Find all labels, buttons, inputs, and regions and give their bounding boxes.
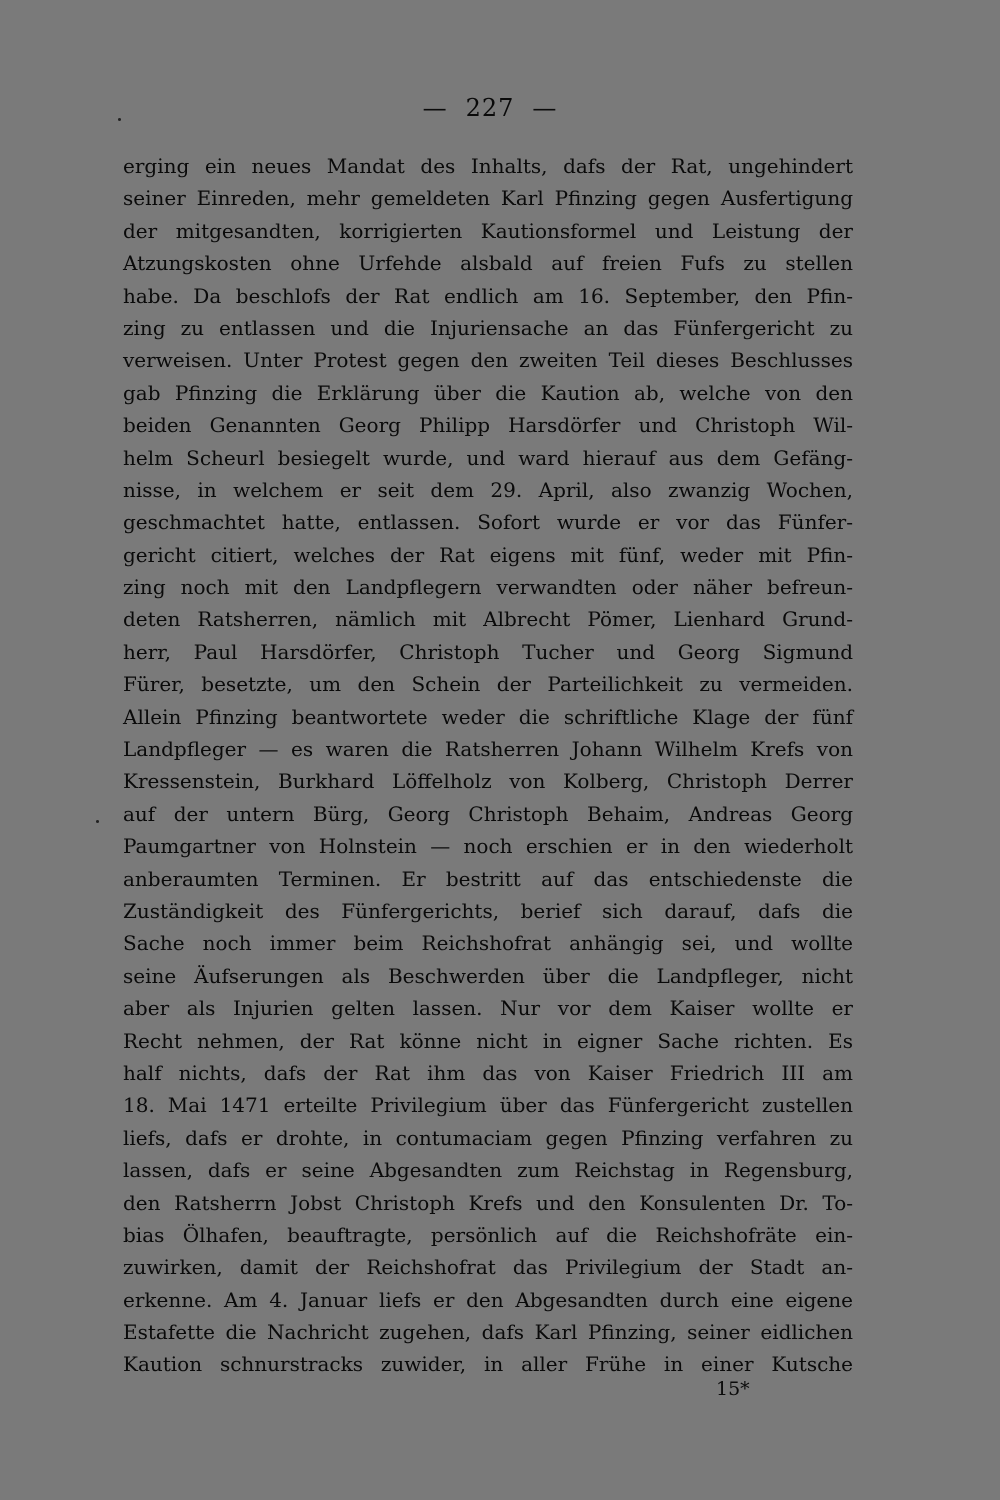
body-text (123, 150, 853, 1381)
text-line: auf der untern Bürg, Georg Christoph Behaim, Andreas Georg (123, 801, 853, 826)
text-line: seiner Einreden, mehr gemeldeten Karl Pfinzing gegen Ausfertigung (123, 186, 853, 211)
text-line: geschmachtet hatte, entlassen. Sofort wurde er vor das Fünfer- (123, 510, 853, 535)
text-line: den Ratsherrn Jobst Christoph Krefs und den Konsulenten Dr. To- (123, 1190, 853, 1215)
text-line: liefs, dafs er drohte, in contumaciam gegen Pfinzing verfahren zu (123, 1125, 853, 1150)
scan-speck (118, 118, 121, 121)
text-line: Estafette die Nachricht zugehen, dafs Karl Pfinzing, seiner eidlichen (123, 1320, 853, 1345)
page-header (0, 94, 980, 122)
text-line: Paumgartner von Holnstein — noch erschien er in den wiederholt (123, 834, 853, 859)
text-line: nisse, in welchem er seit dem 29. April, also zwanzig Wochen, (123, 477, 853, 502)
text-line: zuwirken, damit der Reichshofrat das Privilegium der Stadt an- (123, 1255, 853, 1280)
header-dash-left: — (422, 94, 448, 122)
text-line: bias Ölhafen, beauftragte, persönlich auf die Reichshofräte ein- (123, 1222, 853, 1247)
text-line: Fürer, besetzte, um den Schein der Parteilichkeit zu vermeiden. (123, 672, 853, 697)
text-line: Recht nehmen, der Rat könne nicht in eigner Sache richten. Es (123, 1028, 853, 1053)
text-line: gericht citiert, welches der Rat eigens mit fünf, weder mit Pfin- (123, 542, 853, 567)
text-line: habe. Da beschlofs der Rat endlich am 16. September, den Pfin- (123, 283, 853, 308)
text-line: Landpfleger — es waren die Ratsherren Johann Wilhelm Krefs von (123, 737, 853, 762)
text-line: der mitgesandten, korrigierten Kautionsformel und Leistung der (123, 218, 853, 243)
text-line: zing zu entlassen und die Injuriensache an das Fünfergericht zu (123, 315, 853, 340)
text-line: erging ein neues Mandat des Inhalts, dafs der Rat, ungehindert (123, 154, 853, 178)
scan-speck (96, 820, 99, 823)
text-line: zing noch mit den Landpflegern verwandten oder näher befreun- (123, 575, 853, 600)
text-line: erkenne. Am 4. Januar liefs er den Abgesandten durch eine eigene (123, 1287, 853, 1312)
text-line: beiden Genannten Georg Philipp Harsdörfer und Christoph Wil- (123, 413, 853, 438)
header-dash-right: — (532, 94, 558, 122)
page-number: 227 (465, 94, 515, 122)
text-line: helm Scheurl besiegelt wurde, und ward hierauf aus dem Gefäng- (123, 445, 853, 470)
text-line: herr, Paul Harsdörfer, Christoph Tucher und Georg Sigmund (123, 639, 853, 664)
text-line: deten Ratsherren, nämlich mit Albrecht Pömer, Lienhard Grund- (123, 607, 853, 632)
text-line: half nichts, dafs der Rat ihm das von Kaiser Friedrich III am (123, 1060, 853, 1085)
text-line: seine Äufserungen als Beschwerden über die Landpfleger, nicht (123, 963, 853, 988)
text-line: 18. Mai 1471 erteilte Privilegium über das Fünfergericht zustellen (123, 1093, 853, 1118)
text-line: Kaution schnurstracks zuwider, in aller Frühe in einer Kutsche (123, 1352, 853, 1377)
signature-mark: 15* (716, 1378, 750, 1400)
text-line: verweisen. Unter Protest gegen den zweiten Teil dieses Beschlusses (123, 348, 853, 373)
text-line: anberaumten Terminen. Er bestritt auf das entschiedenste die (123, 866, 853, 891)
text-line: Allein Pfinzing beantwortete weder die schriftliche Klage der fünf (123, 704, 853, 729)
text-line: aber als Injurien gelten lassen. Nur vor dem Kaiser wollte er (123, 996, 853, 1021)
text-line: Atzungskosten ohne Urfehde alsbald auf freien Fufs zu stellen (123, 251, 853, 276)
text-line: gab Pfinzing die Erklärung über die Kaution ab, welche von den (123, 380, 853, 405)
text-line: Zuständigkeit des Fünfergerichts, berief sich darauf, dafs die (123, 898, 853, 923)
text-line: lassen, dafs er seine Abgesandten zum Reichstag in Regensburg, (123, 1158, 853, 1183)
text-line: Sache noch immer beim Reichshofrat anhängig sei, und wollte (123, 931, 853, 956)
text-line: Kressenstein, Burkhard Löffelholz von Kolberg, Christoph Derrer (123, 769, 853, 794)
